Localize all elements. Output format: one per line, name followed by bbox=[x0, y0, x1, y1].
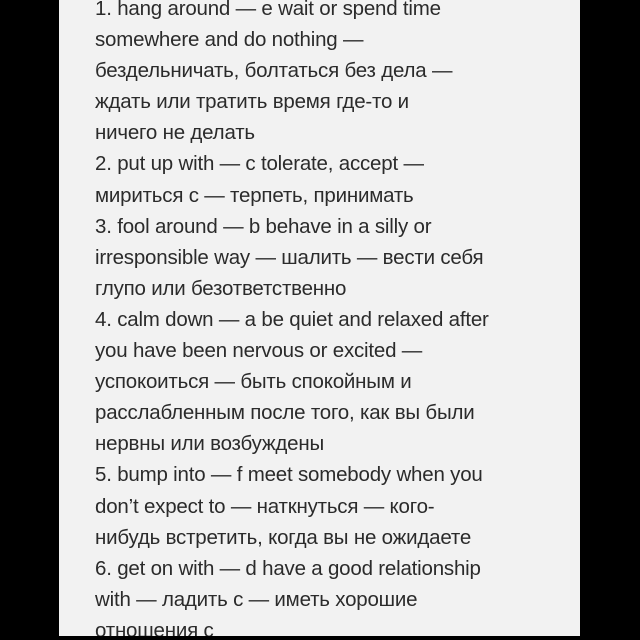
text-line: расслабленным после того, как вы были bbox=[95, 401, 475, 425]
text-line: 1. hang around — e wait or spend time bbox=[95, 0, 441, 20]
text-line: 4. calm down — a be quiet and relaxed after bbox=[95, 307, 489, 331]
text-line: глупо или безответственно bbox=[95, 276, 347, 300]
text-line: 6. get on with — d have a good relationship bbox=[95, 556, 481, 580]
text-line: you have been nervous or excited — bbox=[95, 339, 423, 363]
text-line: успокоиться — быть спокойным и bbox=[95, 370, 412, 394]
text-line: 5. bump into — f meet somebody when you bbox=[95, 463, 483, 487]
text-line: with — ладить с — иметь хорошие bbox=[95, 587, 418, 611]
text-line: нервны или возбуждены bbox=[95, 432, 325, 456]
text-line: don’t expect to — наткнуться — кого- bbox=[95, 494, 435, 518]
text-line: ничего не делать bbox=[95, 121, 255, 145]
text-sheet bbox=[59, 0, 580, 636]
text-line: ждать или тратить время где-то и bbox=[95, 90, 409, 114]
text-line: 2. put up with — c tolerate, accept — bbox=[95, 152, 424, 176]
text-line: 3. fool around — b behave in a silly or bbox=[95, 214, 432, 238]
text-line: нибудь встретить, когда вы не ожидаете bbox=[95, 525, 472, 549]
text-line: отношения с bbox=[95, 618, 214, 636]
text-line: бездельничать, болтаться без дела — bbox=[95, 59, 453, 83]
text-line: мириться с — терпеть, принимать bbox=[95, 183, 414, 207]
phrasal-verbs-list bbox=[95, 0, 573, 636]
text-line: irresponsible way — шалить — вести себя bbox=[95, 245, 484, 269]
text-line: somewhere and do nothing — bbox=[95, 28, 364, 52]
